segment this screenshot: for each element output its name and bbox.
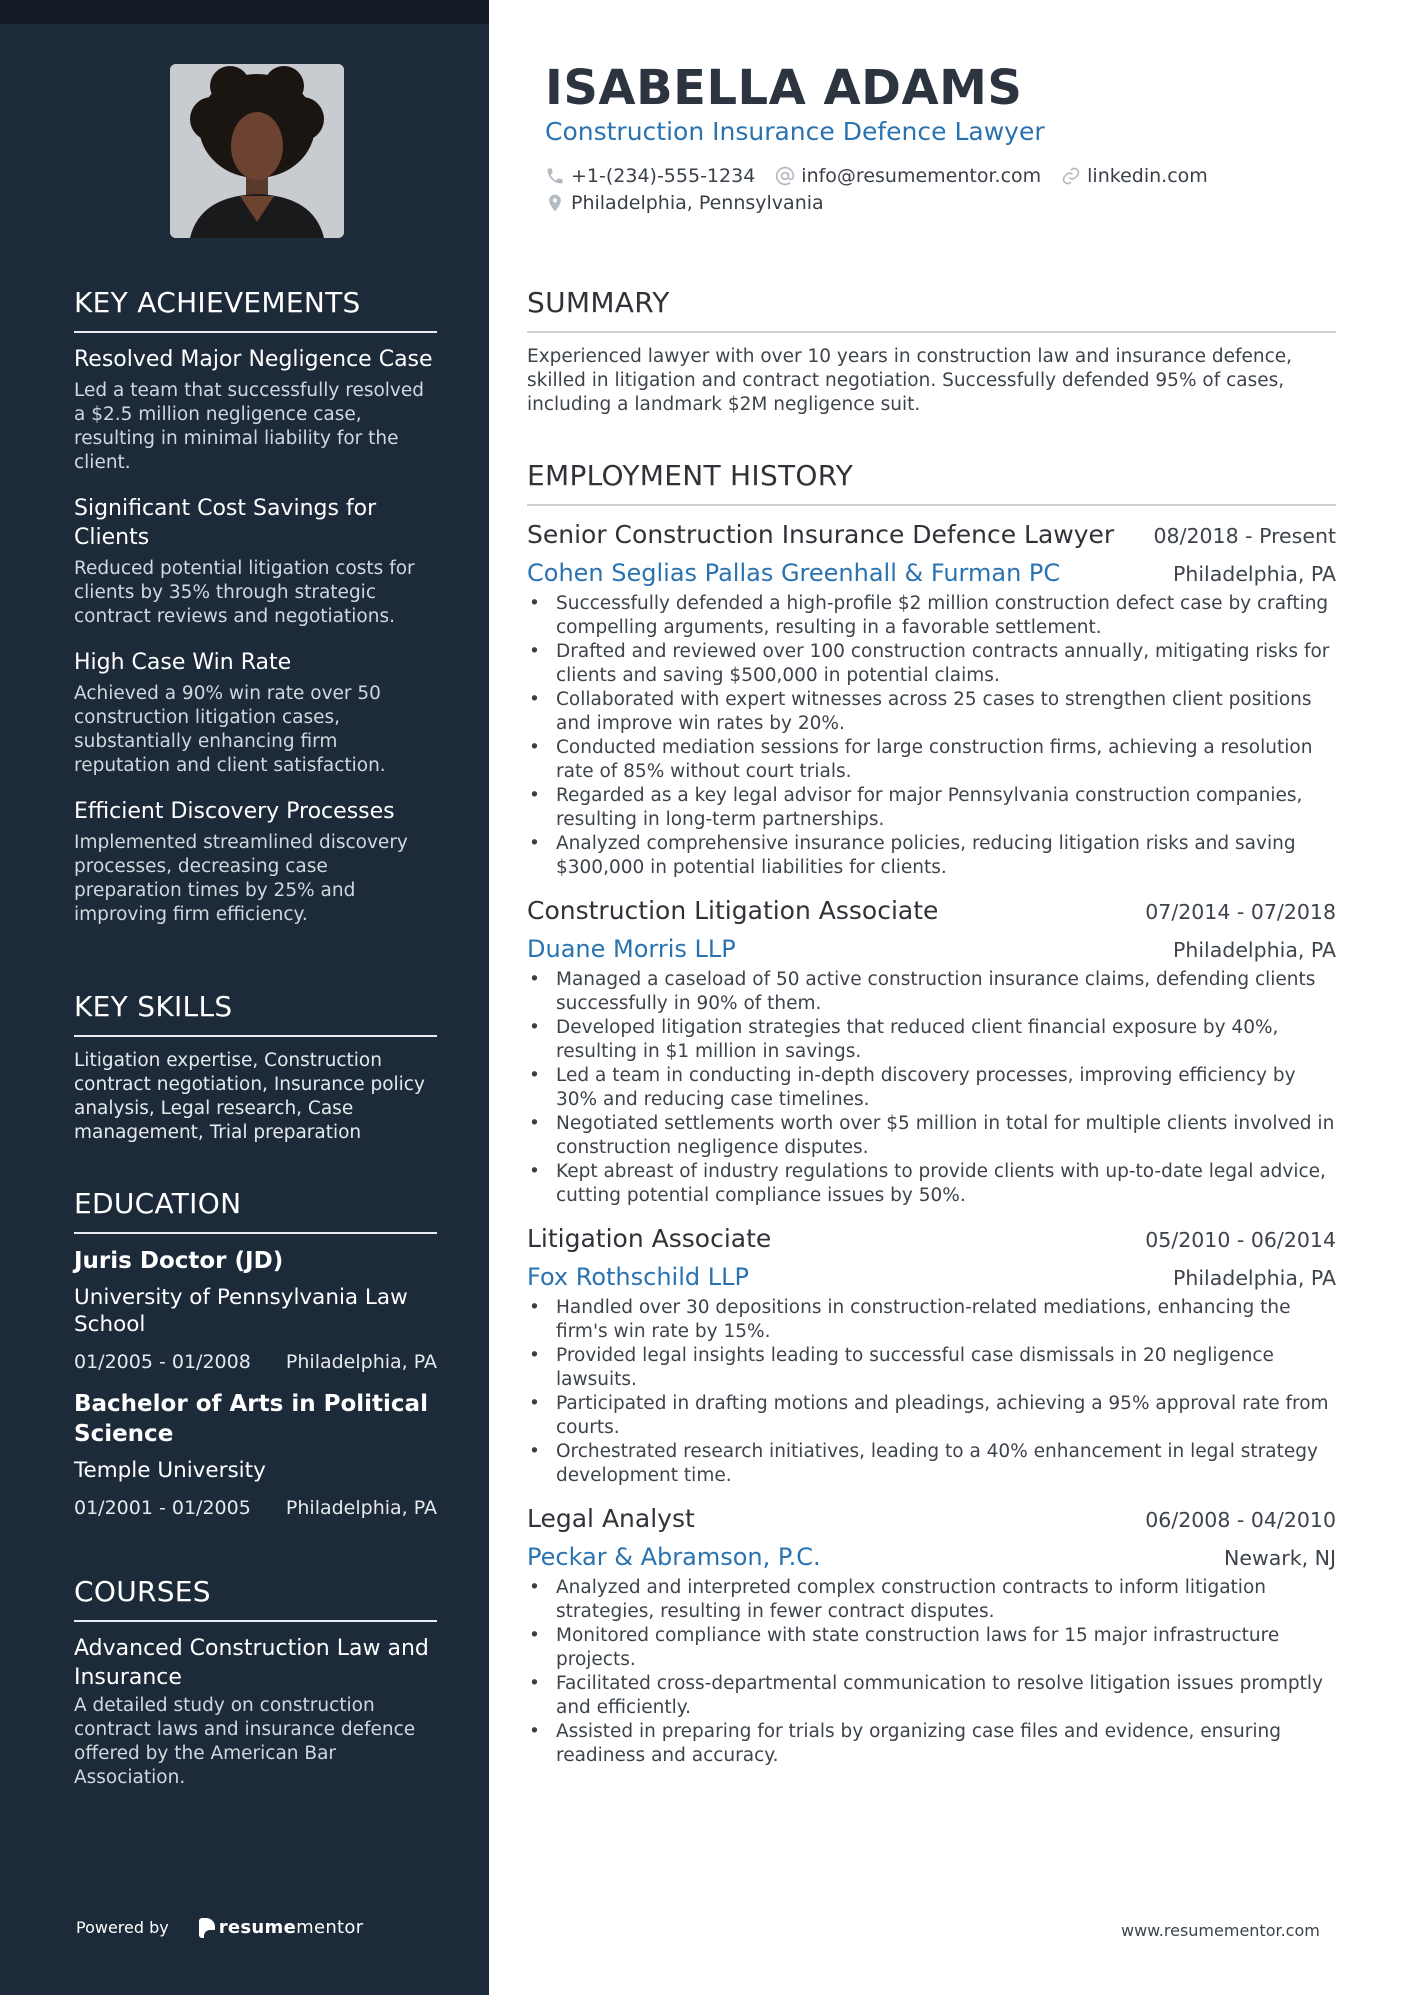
summary-heading: SUMMARY — [527, 286, 1336, 333]
achievement-description: Led a team that successfully resolved a $2.5 million negligence case, resulting in minimal liability for the client. — [74, 380, 424, 473]
candidate-name: ISABELLA ADAMS — [545, 60, 1023, 116]
job-entry — [527, 894, 1336, 1208]
achievement-description: Reduced potential litigation costs for clients by 35% through strategic contract reviews and negotiations. — [74, 558, 415, 627]
achievement-item — [74, 797, 437, 927]
education-school: University of Pennsylvania Law School — [74, 1285, 408, 1337]
contact-location: Philadelphia, Pennsylvania — [545, 191, 824, 215]
achievement-description: Implemented streamlined discovery processes, decreasing case preparation times by 25% and improving firm efficiency. — [74, 832, 408, 925]
brand-name: resumementor — [218, 1917, 364, 1938]
achievements-section — [74, 286, 437, 946]
education-school: Temple University — [74, 1458, 266, 1483]
achievement-title: Efficient Discovery Processes — [74, 799, 395, 824]
courses-heading: COURSES — [74, 1575, 437, 1622]
powered-by-label: Powered by — [76, 1918, 169, 1937]
list-item: • Analyzed comprehensive insurance policies, reducing litigation risks and saving $300,000 in potential liabilities for clients. — [527, 832, 1336, 880]
achievement-item — [74, 494, 437, 629]
location-pin-icon — [545, 193, 565, 213]
achievement-item — [74, 345, 437, 475]
courses-section — [74, 1575, 437, 1790]
list-item: • Managed a caseload of 50 active construction insurance claims, defending clients successfully in 90% of them. — [527, 968, 1336, 1016]
list-item: • Orchestrated research initiatives, leading to a 40% enhancement in legal strategy development time. — [527, 1440, 1336, 1488]
achievement-title: Significant Cost Savings for Clients — [74, 496, 377, 550]
contact-linkedin[interactable]: linkedin.com — [1061, 164, 1208, 188]
at-sign-icon — [775, 166, 795, 186]
list-item: • Provided legal insights leading to successful case dismissals in 20 negligence lawsuits. — [527, 1344, 1336, 1392]
job-location: Philadelphia, PA — [1173, 562, 1336, 586]
course-description: A detailed study on construction contract laws and insurance defence offered by the American Bar Association. — [74, 1695, 416, 1788]
resumementor-logo-icon — [199, 1918, 215, 1938]
sidebar — [0, 0, 489, 1995]
job-dates: 06/2008 - 04/2010 — [1145, 1508, 1336, 1532]
list-item: • Led a team in conducting in-depth discovery processes, improving efficiency by 30% and reducing case timelines. — [527, 1064, 1336, 1112]
job-entry — [527, 518, 1336, 880]
education-heading: EDUCATION — [74, 1187, 437, 1234]
list-item: • Developed litigation strategies that reduced client financial exposure by 40%, resulting in $1 million in savings. — [527, 1016, 1336, 1064]
job-bullets — [527, 592, 1336, 880]
list-item: • Participated in drafting motions and pleadings, achieving a 95% approval rate from courts. — [527, 1392, 1336, 1440]
job-company: Peckar & Abramson, P.C. — [527, 1543, 821, 1571]
education-location: Philadelphia, PA — [285, 1351, 437, 1373]
list-item: • Assisted in preparing for trials by organizing case files and evidence, ensuring readiness and accuracy. — [527, 1720, 1336, 1768]
contact-row-2 — [545, 191, 844, 215]
list-item: • Facilitated cross-departmental communication to resolve litigation issues promptly and efficiently. — [527, 1672, 1336, 1720]
job-company: Duane Morris LLP — [527, 935, 736, 963]
job-bullets — [527, 968, 1336, 1208]
job-dates: 07/2014 - 07/2018 — [1145, 900, 1336, 924]
education-item — [74, 1246, 437, 1374]
achievement-title: Resolved Major Negligence Case — [74, 347, 433, 372]
job-location: Philadelphia, PA — [1173, 938, 1336, 962]
achievement-title: High Case Win Rate — [74, 650, 292, 675]
list-item: • Successfully defended a high-profile $2 million construction defect case by crafting compelling arguments, resulting in a favorable settlement. — [527, 592, 1336, 640]
list-item: • Monitored compliance with state construction laws for 15 major infrastructure projects. — [527, 1624, 1336, 1672]
skills-list: Litigation expertise, Construction contract negotiation, Insurance policy analysis, Legal research, Case management, Trial preparation — [74, 1050, 425, 1143]
list-item: • Regarded as a key legal advisor for major Pennsylvania construction companies, resulting in long-term partnerships. — [527, 784, 1336, 832]
job-role: Construction Litigation Associate — [527, 896, 939, 925]
powered-by — [76, 1917, 363, 1938]
job-role: Legal Analyst — [527, 1504, 695, 1533]
job-location: Philadelphia, PA — [1173, 1266, 1336, 1290]
employment-section — [527, 459, 1336, 1782]
list-item: • Conducted mediation sessions for large construction firms, achieving a resolution rate of 85% without court trials. — [527, 736, 1336, 784]
education-section — [74, 1187, 437, 1535]
job-company: Fox Rothschild LLP — [527, 1263, 749, 1291]
summary-text: Experienced lawyer with over 10 years in construction law and insurance defence, skilled in litigation and contract negotiation. Successfully defended 95% of cases, including a landmark $2M negligence suit. — [527, 346, 1293, 415]
contact-phone: +1-(234)-555-1234 — [545, 164, 755, 188]
achievement-item — [74, 648, 437, 778]
profile-photo — [170, 64, 344, 238]
course-item — [74, 1634, 437, 1790]
phone-icon — [545, 166, 565, 186]
education-location: Philadelphia, PA — [285, 1497, 437, 1519]
education-degree: Juris Doctor (JD) — [74, 1248, 284, 1274]
summary-section — [527, 286, 1336, 417]
list-item: • Kept abreast of industry regulations to provide clients with up-to-date legal advice, cutting potential compliance issues by 50%. — [527, 1160, 1336, 1208]
contact-email[interactable]: info@resumementor.com — [775, 164, 1041, 188]
job-location: Newark, NJ — [1224, 1546, 1336, 1570]
candidate-title: Construction Insurance Defence Lawyer — [545, 117, 1045, 146]
sidebar-top-bar — [0, 0, 489, 24]
course-title: Advanced Construction Law and Insurance — [74, 1636, 429, 1690]
education-item — [74, 1389, 437, 1520]
list-item: • Analyzed and interpreted complex construction contracts to inform litigation strategies, resulting in fewer contract disputes. — [527, 1576, 1336, 1624]
job-company: Cohen Seglias Pallas Greenhall & Furman PC — [527, 559, 1061, 587]
education-degree: Bachelor of Arts in Political Science — [74, 1391, 428, 1447]
footer-website-link[interactable]: www.resumementor.com — [1121, 1921, 1320, 1940]
job-bullets — [527, 1576, 1336, 1768]
job-role: Senior Construction Insurance Defence Lawyer — [527, 520, 1115, 549]
job-dates: 05/2010 - 06/2014 — [1145, 1228, 1336, 1252]
list-item: • Drafted and reviewed over 100 construction contracts annually, mitigating risks for clients and saving $500,000 in potential claims. — [527, 640, 1336, 688]
education-dates: 01/2001 - 01/2005 — [74, 1497, 251, 1519]
list-item: • Collaborated with expert witnesses across 25 cases to strengthen client positions and improve win rates by 20%. — [527, 688, 1336, 736]
employment-heading: EMPLOYMENT HISTORY — [527, 459, 1336, 506]
list-item: • Handled over 30 depositions in construction-related mediations, enhancing the firm's win rate by 15%. — [527, 1296, 1336, 1344]
job-bullets — [527, 1296, 1336, 1488]
job-entry — [527, 1502, 1336, 1768]
job-entry — [527, 1222, 1336, 1488]
achievement-description: Achieved a 90% win rate over 50 construction litigation cases, substantially enhancing firm reputation and client satisfaction. — [74, 683, 386, 776]
job-role: Litigation Associate — [527, 1224, 772, 1253]
education-dates: 01/2005 - 01/2008 — [74, 1351, 251, 1373]
contact-row — [545, 164, 1228, 188]
skills-heading: KEY SKILLS — [74, 990, 437, 1037]
job-dates: 08/2018 - Present — [1153, 524, 1336, 548]
list-item: • Negotiated settlements worth over $5 million in total for multiple clients involved in construction negligence disputes. — [527, 1112, 1336, 1160]
link-icon — [1061, 166, 1081, 186]
achievements-heading: KEY ACHIEVEMENTS — [74, 286, 437, 333]
skills-section — [74, 990, 437, 1145]
